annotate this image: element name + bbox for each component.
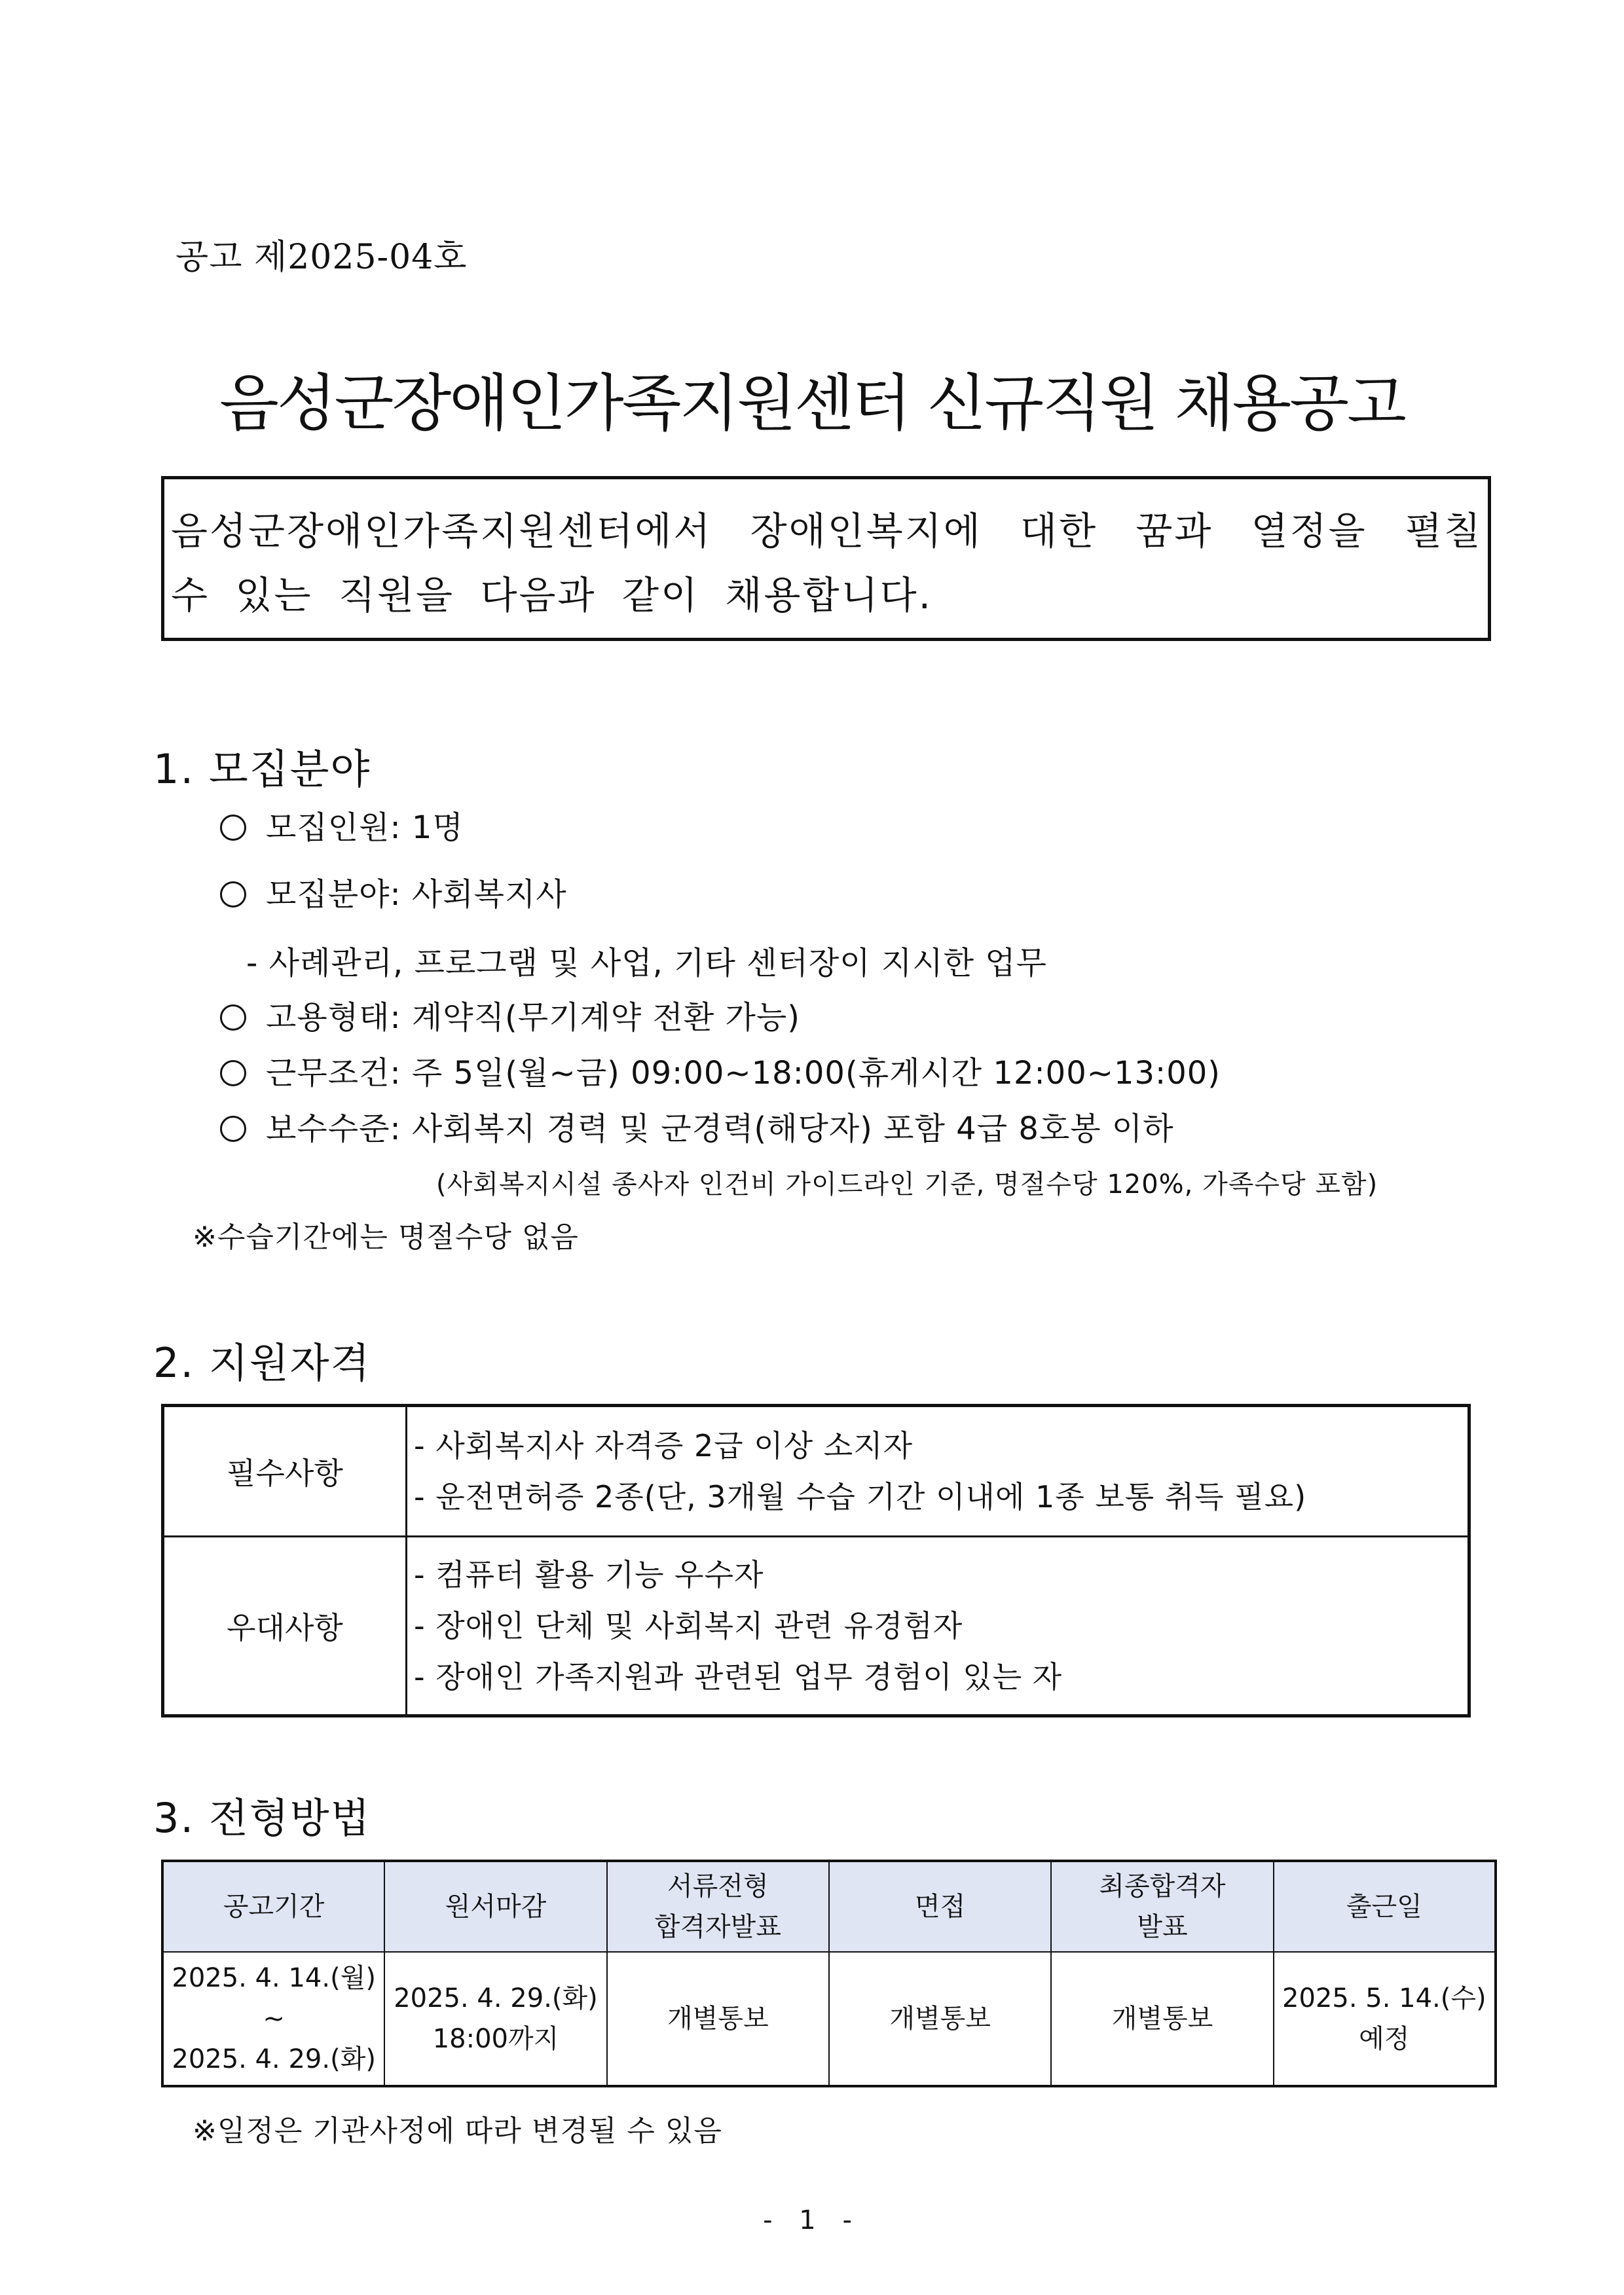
preferred-label: 우대사항 <box>163 1537 407 1716</box>
recruit-item <box>220 802 464 847</box>
schedule-table <box>161 1860 1497 2087</box>
recruit-item-text: 모집분야: 사회복지사 <box>266 876 567 913</box>
table-row <box>163 1406 1469 1537</box>
header-cell: 최종합격자 발표 <box>1051 1861 1273 1952</box>
recruit-item-text: 고용형태: 계약직(무기계약 전환 가능) <box>266 999 800 1036</box>
circle-bullet-icon <box>220 881 246 908</box>
circle-bullet-icon <box>220 1060 246 1086</box>
table-cell: 2025. 4. 29.(화) 18:00까지 <box>384 1952 606 2086</box>
table-cell: 2025. 5. 14.(수) 예정 <box>1274 1952 1496 2086</box>
section-heading-recruitment: 1. 모집분야 <box>153 745 371 793</box>
required-label: 필수사항 <box>163 1406 407 1537</box>
preferred-line: - 컴퓨터 활용 기능 우수자 <box>414 1557 764 1592</box>
table-cell: 개별통보 <box>829 1952 1051 2086</box>
header-cell: 면접 <box>829 1861 1051 1952</box>
trainee-note: ※수습기간에는 명절수당 없음 <box>193 1221 579 1254</box>
circle-bullet-icon <box>220 1116 246 1142</box>
recruit-item-text: 모집인원: 1명 <box>266 809 464 846</box>
preferred-cell <box>407 1537 1469 1716</box>
preferred-line: - 장애인 가족지원과 관련된 업무 경험이 있는 자 <box>414 1659 1063 1695</box>
recruit-item-text: 보수수준: 사회복지 경력 및 군경력(해당자) 포함 4급 8호봉 이하 <box>266 1111 1174 1147</box>
section-heading-selection: 3. 전형방법 <box>153 1794 371 1842</box>
table-row <box>162 1952 1496 2086</box>
circle-bullet-icon <box>220 1004 246 1031</box>
header-cell: 서류전형 합격자발표 <box>607 1861 829 1952</box>
section-heading-qualifications: 2. 지원자격 <box>153 1339 371 1387</box>
table-cell: 개별통보 <box>607 1952 829 2086</box>
recruit-item <box>220 869 567 914</box>
header-cell: 출근일 <box>1274 1861 1496 1952</box>
circle-bullet-icon <box>220 815 246 841</box>
notice-number: 공고 제2025-04호 <box>175 238 468 277</box>
header-cell: 원서마감 <box>384 1861 606 1952</box>
recruit-item <box>220 1103 1174 1148</box>
recruit-item <box>220 1048 1221 1093</box>
page-title: 음성군장애인가족지원센터 신규직원 채용공고 <box>219 368 1405 439</box>
table-cell: 개별통보 <box>1051 1952 1273 2086</box>
table-cell: 2025. 4. 14.(월) ~ 2025. 4. 29.(화) <box>162 1952 384 2086</box>
required-line: - 운전면허증 2종(단, 3개월 수습 기간 이내에 1종 보통 취득 필요) <box>414 1479 1307 1515</box>
table-header-row <box>162 1861 1496 1952</box>
preferred-line: - 장애인 단체 및 사회복지 관련 유경험자 <box>414 1608 963 1643</box>
duty-description: - 사례관리, 프로그램 및 사업, 기타 센터장이 지시한 업무 <box>246 945 1047 982</box>
recruit-item-text: 근무조건: 주 5일(월~금) 09:00~18:00(휴게시간 12:00~13:00) <box>266 1055 1221 1092</box>
schedule-note: ※일정은 기관사정에 따라 변경될 수 있음 <box>193 2114 722 2148</box>
intro-box: 음성군장애인가족지원센터에서 장애인복지에 대한 꿈과 열정을 펼칠 수 있는 직원을 다음과 같이 채용합니다. <box>161 476 1491 641</box>
recruit-item <box>220 992 800 1037</box>
required-cell <box>407 1406 1469 1537</box>
qualifications-table <box>161 1404 1471 1717</box>
pay-note: (사회복지시설 종사자 인건비 가이드라인 기준, 명절수당 120%, 가족수당 포함) <box>436 1169 1378 1200</box>
required-line: - 사회복지사 자격증 2급 이상 소지자 <box>414 1428 913 1463</box>
page-number: - 1 - <box>763 2205 861 2235</box>
header-cell: 공고기간 <box>162 1861 384 1952</box>
table-row <box>163 1537 1469 1716</box>
